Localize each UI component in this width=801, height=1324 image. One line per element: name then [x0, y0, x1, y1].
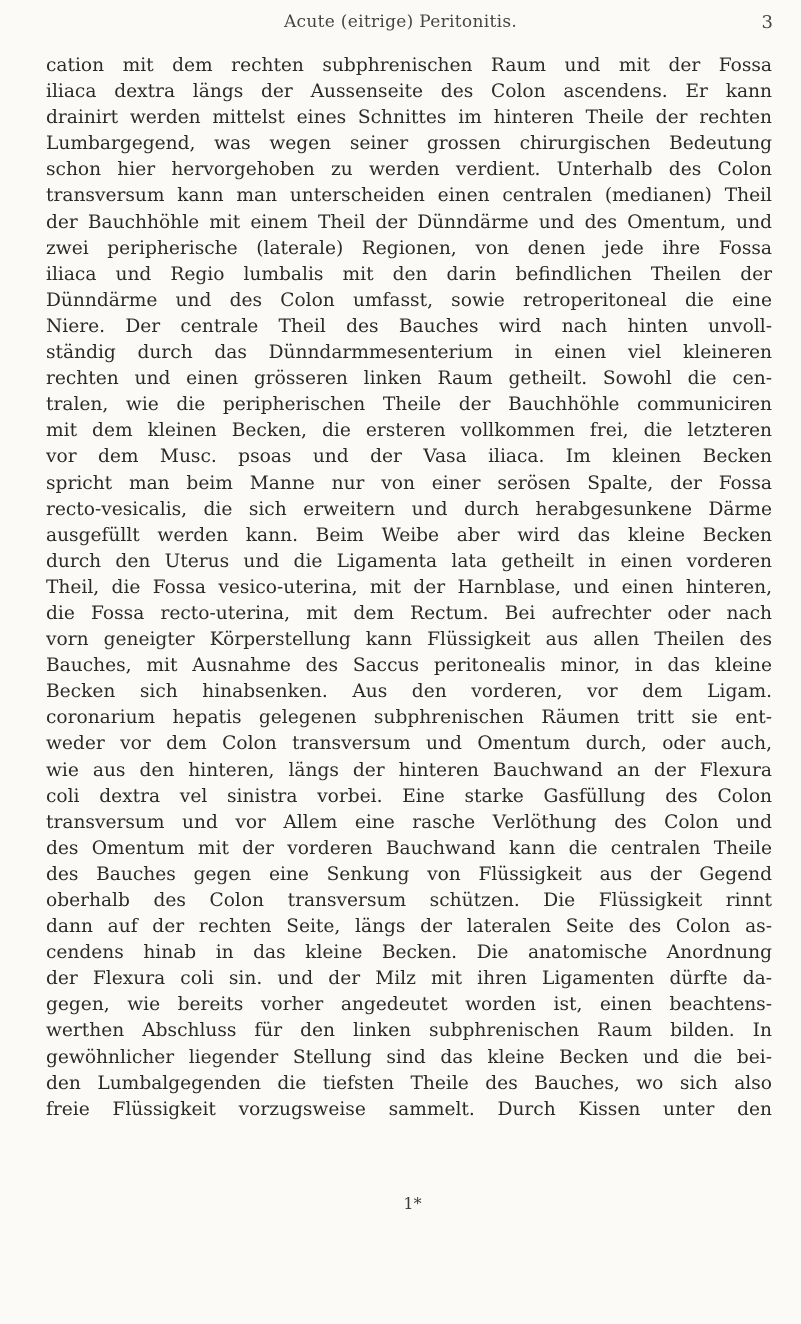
- text-line: zwei peripherische (laterale) Regionen, von denen jede ihre Fossa: [46, 237, 772, 259]
- text-line: der Bauchhöhle mit einem Theil der Dünndärme und des Omentum, und: [46, 211, 772, 233]
- text-line: wie aus den hinteren, längs der hinteren Bauchwand an der Flexura: [46, 759, 772, 781]
- text-line: durch den Uterus und die Ligamenta lata getheilt in einen vorderen: [46, 550, 772, 572]
- text-line: die Fossa recto-uterina, mit dem Rectum. Bei aufrechter oder nach: [46, 602, 772, 624]
- text-line: Theil, die Fossa vesico-uterina, mit der Harnblase, und einen hinteren,: [46, 576, 772, 598]
- text-line: cation mit dem rechten subphrenischen Raum und mit der Fossa: [46, 55, 772, 76]
- body-text: [46, 53, 772, 1123]
- text-line: Becken sich hinabsenken. Aus den vorderen, vor dem Ligam.: [46, 681, 772, 703]
- text-line: des Omentum mit der vorderen Bauchwand kann die centralen Theile: [46, 837, 772, 859]
- text-line: freie Flüssigkeit vorzugsweise sammelt. Durch Kissen unter den: [46, 1098, 772, 1120]
- running-title: Acute (eitrige) Peritonitis.: [283, 12, 518, 32]
- text-line: tralen, wie die peripherischen Theile der Bauchhöhle communiciren: [46, 394, 772, 416]
- text-line: recto-vesicalis, die sich erweitern und durch herabgesunkene Därme: [46, 498, 772, 520]
- text-line: Niere. Der centrale Theil des Bauches wird nach hinten unvoll-: [46, 315, 772, 337]
- text-line: dann auf der rechten Seite, längs der lateralen Seite des Colon as-: [46, 916, 772, 938]
- page-number: 3: [761, 12, 773, 33]
- text-line: des Bauches gegen eine Senkung von Flüssigkeit aus der Gegend: [46, 863, 772, 885]
- signature-mark-text: 1*: [403, 1194, 422, 1213]
- text-line: transversum kann man unterscheiden einen centralen (medianen) Theil: [46, 185, 772, 207]
- text-line: werthen Abschluss für den linken subphrenischen Raum bilden. In: [46, 1020, 772, 1042]
- text-line: iliaca und Regio lumbalis mit den darin befindlichen Theilen der: [46, 263, 772, 285]
- text-line: drainirt werden mittelst eines Schnittes im hinteren Theile der rechten: [46, 107, 772, 129]
- text-line: spricht man beim Manne nur von einer serösen Spalte, der Fossa: [46, 472, 772, 494]
- text-line: gewöhnlicher liegender Stellung sind das kleine Becken und die bei-: [46, 1046, 772, 1068]
- text-line: oberhalb des Colon transversum schützen. Die Flüssigkeit rinnt: [46, 890, 772, 911]
- text-line: coronarium hepatis gelegenen subphrenischen Räumen tritt sie ent-: [46, 707, 772, 729]
- text-line: mit dem kleinen Becken, die ersteren vollkommen frei, die letzteren: [46, 420, 772, 442]
- text-line: Lumbargegend, was wegen seiner grossen chirurgischen Bedeutung: [46, 133, 772, 155]
- text-line: ausgefüllt werden kann. Beim Weibe aber wird das kleine Becken: [46, 524, 772, 546]
- text-line: weder vor dem Colon transversum und Omentum durch, oder auch,: [46, 733, 772, 755]
- text-line: ständig durch das Dünndarmmesenterium in einen viel kleineren: [46, 342, 772, 364]
- running-head: [0, 12, 801, 36]
- text-line: transversum und vor Allem eine rasche Verlöthung des Colon und: [46, 811, 772, 833]
- text-line: schon hier hervorgehoben zu werden verdient. Unterhalb des Colon: [46, 159, 772, 181]
- text-line: gegen, wie bereits vorher angedeutet worden ist, einen beachtens-: [46, 994, 772, 1016]
- text-line: rechten und einen grösseren linken Raum getheilt. Sowohl die cen-: [46, 368, 772, 390]
- text-line: Bauches, mit Ausnahme des Saccus peritonealis minor, in das kleine: [46, 655, 772, 677]
- text-line: coli dextra vel sinistra vorbei. Eine starke Gasfüllung des Colon: [46, 785, 772, 807]
- text-line: iliaca dextra längs der Aussenseite des Colon ascendens. Er kann: [46, 81, 772, 103]
- text-line: cendens hinab in das kleine Becken. Die anatomische Anordnung: [46, 942, 772, 964]
- text-line: der Flexura coli sin. und der Milz mit ihren Ligamenten dürfte da-: [46, 968, 772, 990]
- text-line: vorn geneigter Körperstellung kann Flüssigkeit aus allen Theilen des: [46, 629, 772, 651]
- signature-mark: [0, 1194, 801, 1213]
- text-line: vor dem Musc. psoas und der Vasa iliaca. Im kleinen Becken: [46, 446, 772, 468]
- text-line: den Lumbalgegenden die tiefsten Theile des Bauches, wo sich also: [46, 1072, 772, 1094]
- text-line: Dünndärme und des Colon umfasst, sowie retroperitoneal die eine: [46, 289, 772, 311]
